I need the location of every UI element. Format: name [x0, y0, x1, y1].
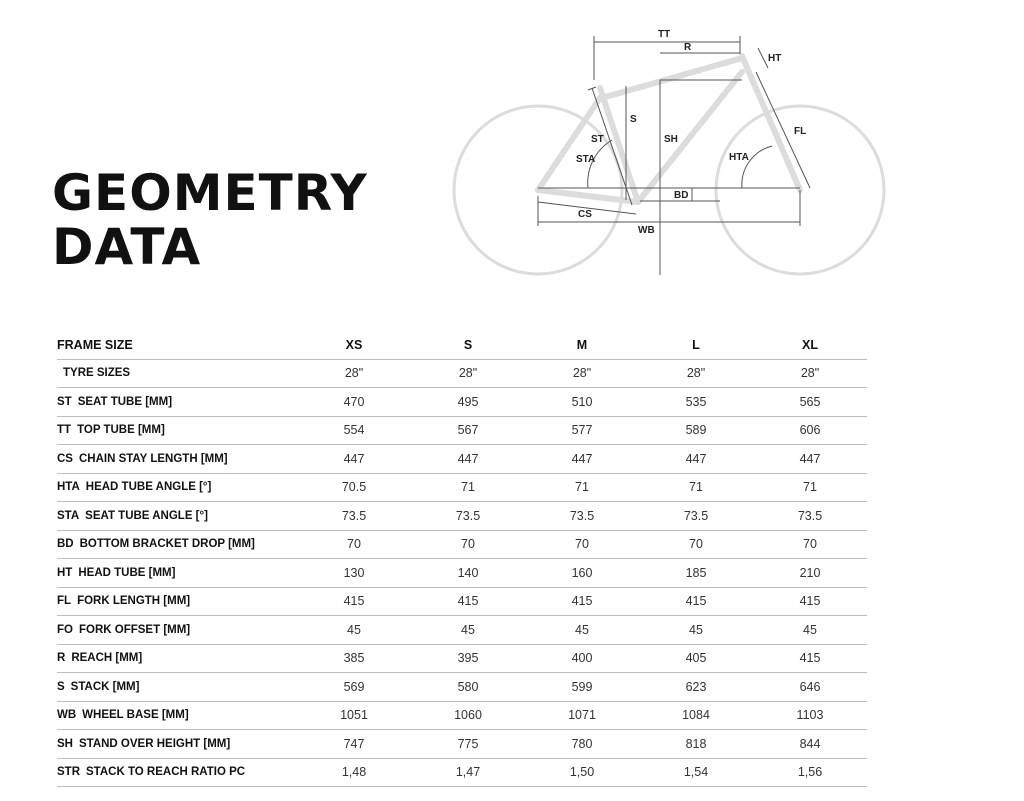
row-label [57, 530, 297, 559]
table-cell: 447 [411, 445, 525, 474]
table-row [57, 701, 867, 730]
table-cell: 71 [639, 473, 753, 502]
row-abbr: SH [57, 737, 73, 750]
table-row [57, 616, 867, 645]
table-cell: 447 [297, 445, 411, 474]
title-line-2: DATA [52, 218, 202, 276]
row-label-text: HEAD TUBE [MM] [78, 566, 176, 579]
label-bd: BD [674, 190, 689, 201]
table-cell: 415 [753, 587, 867, 616]
table-row [57, 530, 867, 559]
row-label-text: TOP TUBE [MM] [77, 424, 165, 437]
table-cell: 567 [411, 416, 525, 445]
table-cell: 415 [639, 587, 753, 616]
table-cell: 447 [753, 445, 867, 474]
table-cell: 470 [297, 388, 411, 417]
table-cell: 73.5 [525, 502, 639, 531]
header-size-xl: XL [753, 331, 867, 359]
bike-frame [538, 56, 800, 202]
table-cell: 415 [525, 587, 639, 616]
row-label [57, 416, 297, 445]
table-cell: 747 [297, 730, 411, 759]
row-abbr: FL [57, 595, 72, 608]
row-label-text: CHAIN STAY LENGTH [MM] [78, 452, 228, 465]
header-size-xs: XS [297, 331, 411, 359]
table-cell: 1,54 [639, 758, 753, 787]
table-cell: 510 [525, 388, 639, 417]
table-cell: 28" [525, 359, 639, 388]
row-abbr: S [57, 680, 65, 693]
row-label-text: WHEEL BASE [MM] [82, 709, 189, 722]
table-cell: 1060 [411, 701, 525, 730]
label-cs: CS [578, 209, 592, 220]
row-label [57, 445, 297, 474]
row-abbr: TT [57, 424, 72, 437]
table-row [57, 388, 867, 417]
header-size-s: S [411, 331, 525, 359]
title-line-1: GEOMETRY [52, 164, 368, 222]
row-abbr: CS [57, 452, 73, 465]
row-label [57, 701, 297, 730]
table-body [57, 359, 867, 787]
table-cell: 70 [525, 530, 639, 559]
row-label-text: HEAD TUBE ANGLE [°] [85, 481, 212, 494]
table-cell: 554 [297, 416, 411, 445]
table-cell: 130 [297, 559, 411, 588]
table-cell: 71 [753, 473, 867, 502]
label-wb: WB [638, 225, 655, 236]
row-label-text: BOTTOM BRACKET DROP [MM] [79, 538, 255, 551]
table-cell: 1071 [525, 701, 639, 730]
table-cell: 1,56 [753, 758, 867, 787]
table-cell: 160 [525, 559, 639, 588]
table-cell: 400 [525, 644, 639, 673]
row-label-text: TYRE SIZES [63, 367, 131, 380]
table-row [57, 416, 867, 445]
table-cell: 70 [297, 530, 411, 559]
row-label-text: FORK LENGTH [MM] [77, 595, 191, 608]
label-fl: FL [794, 126, 807, 137]
row-label-text: STACK TO REACH RATIO PC [86, 766, 246, 779]
table-row [57, 445, 867, 474]
table-row [57, 502, 867, 531]
label-ht: HT [768, 53, 782, 64]
table-cell: 28" [753, 359, 867, 388]
table-cell: 415 [411, 587, 525, 616]
table-cell: 70 [639, 530, 753, 559]
table-cell: 71 [411, 473, 525, 502]
table-cell: 1,47 [411, 758, 525, 787]
table-cell: 210 [753, 559, 867, 588]
table-row [57, 473, 867, 502]
table-cell: 385 [297, 644, 411, 673]
row-abbr: STR [57, 766, 80, 779]
table-row [57, 673, 867, 702]
table-row [57, 644, 867, 673]
row-abbr: HTA [57, 481, 80, 494]
table-cell: 73.5 [297, 502, 411, 531]
table-cell: 535 [639, 388, 753, 417]
row-label [57, 559, 297, 588]
row-label-text: FORK OFFSET [MM] [78, 623, 191, 636]
table-cell: 577 [525, 416, 639, 445]
row-abbr: ST [57, 395, 72, 408]
table-cell: 45 [639, 616, 753, 645]
table-cell: 447 [525, 445, 639, 474]
row-abbr: HT [57, 566, 73, 579]
table-cell: 45 [297, 616, 411, 645]
table-cell: 844 [753, 730, 867, 759]
geometry-diagram [430, 20, 900, 285]
table-cell: 73.5 [753, 502, 867, 531]
row-label [57, 673, 297, 702]
row-label [57, 388, 297, 417]
table-cell: 565 [753, 388, 867, 417]
table-cell: 606 [753, 416, 867, 445]
label-sh: SH [664, 134, 678, 145]
label-r: R [684, 42, 692, 53]
header-size-l: L [639, 331, 753, 359]
table-cell: 589 [639, 416, 753, 445]
row-label-text: STAND OVER HEIGHT [MM] [78, 737, 231, 750]
row-label [57, 730, 297, 759]
table-cell: 415 [753, 644, 867, 673]
table-cell: 73.5 [411, 502, 525, 531]
table-cell: 818 [639, 730, 753, 759]
table-cell: 1084 [639, 701, 753, 730]
table-row [57, 559, 867, 588]
label-st: ST [591, 134, 604, 145]
table-cell: 495 [411, 388, 525, 417]
table-row [57, 730, 867, 759]
row-label [57, 616, 297, 645]
table-cell: 45 [525, 616, 639, 645]
table-cell: 1,48 [297, 758, 411, 787]
row-abbr: R [57, 652, 66, 665]
table-cell: 28" [411, 359, 525, 388]
table-cell: 1,50 [525, 758, 639, 787]
table-cell: 395 [411, 644, 525, 673]
table-cell: 73.5 [639, 502, 753, 531]
label-s: S [630, 114, 637, 125]
table-cell: 140 [411, 559, 525, 588]
table-cell: 71 [525, 473, 639, 502]
table-cell: 45 [411, 616, 525, 645]
table-cell: 70.5 [297, 473, 411, 502]
table-row [57, 758, 867, 787]
row-abbr: FO [57, 623, 73, 636]
table-cell: 1103 [753, 701, 867, 730]
row-abbr: BD [57, 538, 74, 551]
table-cell: 623 [639, 673, 753, 702]
table-cell: 185 [639, 559, 753, 588]
geometry-table [57, 331, 867, 787]
table-cell: 415 [297, 587, 411, 616]
table-row [57, 359, 867, 388]
table-cell: 1051 [297, 701, 411, 730]
table-cell: 28" [297, 359, 411, 388]
table-cell: 70 [753, 530, 867, 559]
row-label-text: SEAT TUBE [MM] [77, 395, 173, 408]
header-size-m: M [525, 331, 639, 359]
row-abbr: WB [57, 709, 77, 722]
row-label-text: SEAT TUBE ANGLE [°] [85, 509, 208, 522]
table-cell: 447 [639, 445, 753, 474]
table-cell: 599 [525, 673, 639, 702]
table-cell: 405 [639, 644, 753, 673]
header-frame-size: FRAME SIZE [57, 331, 297, 359]
row-label [57, 473, 297, 502]
row-label [57, 502, 297, 531]
row-label [57, 359, 297, 388]
row-abbr: STA [57, 509, 80, 522]
row-label-text: STACK [MM] [70, 680, 140, 693]
row-label-text: REACH [MM] [71, 652, 143, 665]
table-cell: 70 [411, 530, 525, 559]
table-cell: 646 [753, 673, 867, 702]
table-cell: 569 [297, 673, 411, 702]
table-cell: 28" [639, 359, 753, 388]
table-row [57, 587, 867, 616]
page-title [52, 166, 368, 274]
label-sta: STA [576, 154, 596, 165]
label-hta: HTA [729, 152, 749, 163]
table-cell: 580 [411, 673, 525, 702]
table-cell: 780 [525, 730, 639, 759]
row-label [57, 758, 297, 787]
label-tt: TT [658, 29, 671, 40]
row-label [57, 587, 297, 616]
table-cell: 775 [411, 730, 525, 759]
table-cell: 45 [753, 616, 867, 645]
row-label [57, 644, 297, 673]
table-header-row [57, 331, 867, 359]
